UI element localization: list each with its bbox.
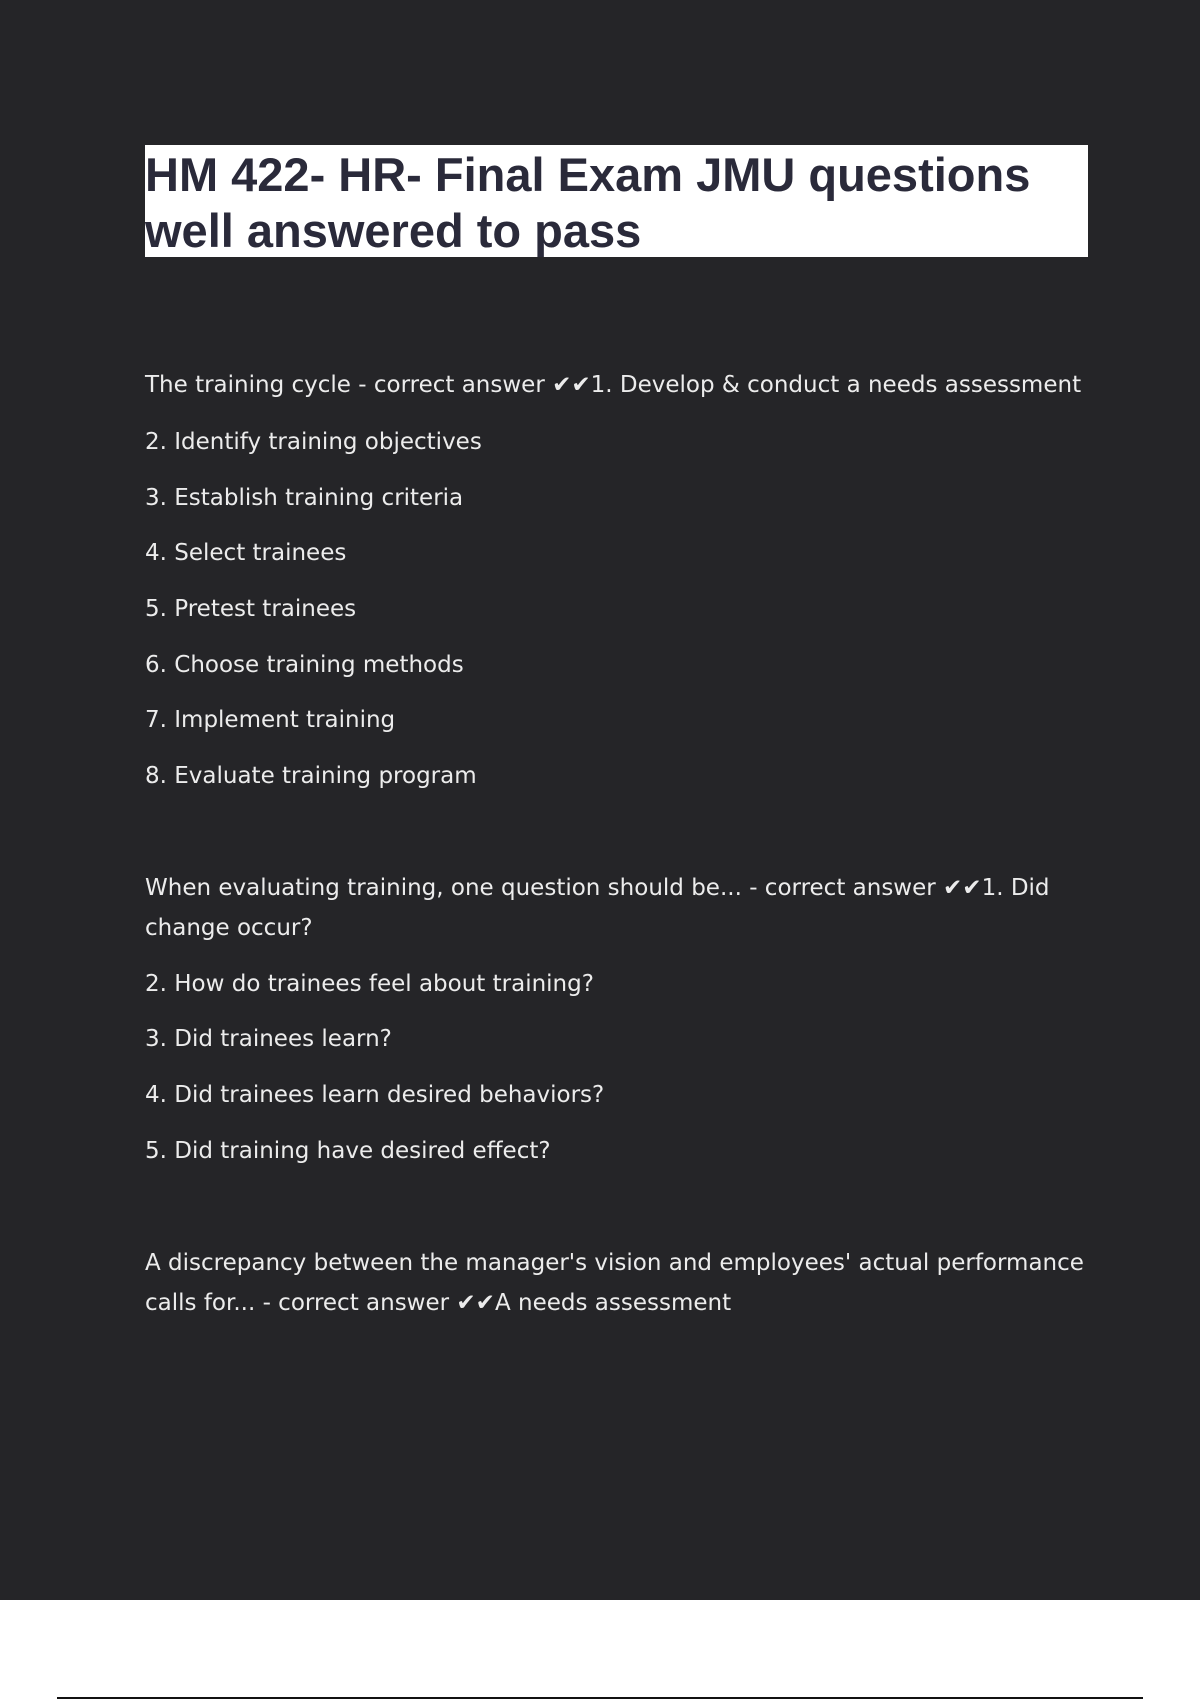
question-2-item: 5. Did training have desired effect?	[145, 1138, 551, 1164]
title-highlight	[145, 145, 1088, 257]
question-2-item: 4. Did trainees learn desired behaviors?	[145, 1082, 605, 1108]
question-1-item: 7. Implement training	[145, 707, 396, 733]
question-1-item: 2. Identify training objectives	[145, 429, 482, 455]
question-2-item: 2. How do trainees feel about training?	[145, 971, 594, 997]
question-2-line: When evaluating training, one question should be... - correct answer ✔✔1. Did change occur?	[145, 875, 1050, 941]
document-title: HM 422- HR- Final Exam JMU questions well answered to pass	[145, 148, 1031, 257]
question-1-item: 8. Evaluate training program	[145, 763, 477, 789]
question-3-line: A discrepancy between the manager's vision and employees' actual performance calls for... - correct answer ✔✔A needs assessment	[145, 1250, 1084, 1316]
question-1-item: 5. Pretest trainees	[145, 596, 357, 622]
question-1-item: 3. Establish training criteria	[145, 485, 464, 511]
question-1-item: 4. Select trainees	[145, 540, 347, 566]
footer-divider	[57, 1697, 1143, 1699]
question-1-line: The training cycle - correct answer ✔✔1. Develop & conduct a needs assessment	[145, 372, 1082, 398]
question-1-item: 6. Choose training methods	[145, 652, 464, 678]
question-2-item: 3. Did trainees learn?	[145, 1026, 392, 1052]
